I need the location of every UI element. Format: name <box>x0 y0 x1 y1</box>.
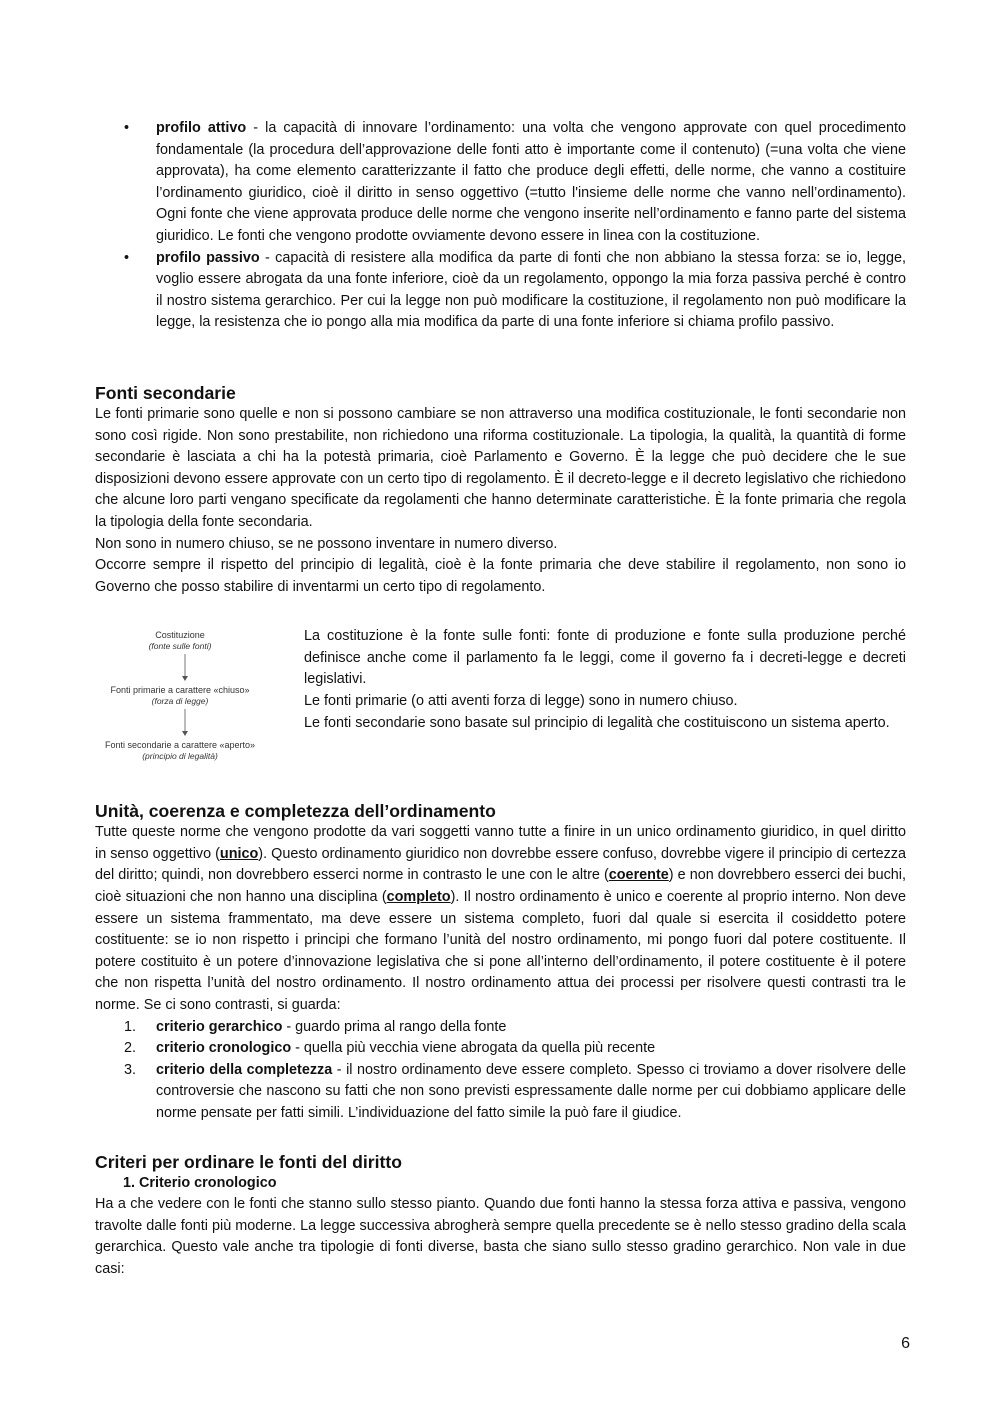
diagram-side-text <box>304 626 906 766</box>
section-fonti-secondarie <box>95 382 906 766</box>
bullet-text: - la capacità di innovare l’ordinamento: una volta che vengono approvate con quel procedimento fondamentale (la procedura dell’approvazione delle fonti atto è importante come il contenuto) (=una volta che viene approvata), ha come elemento caratterizzante il fatto che produce degli effetti, delle norme, che vanno a costituire l’ordinamento giuridico, cioè il diritto in senso oggettivo (=tutto l'insieme delle norme che vanno nell’ordinamento). Ogni fonte che viene approvata produce delle norme che vengono inserite nell’ordinamento e fanno parte del sistema giuridico. Le fonti che vengono prodotte ovviamente devono essere in linea con la costituzione. <box>156 120 907 244</box>
node-fonti-secondarie-sub: (principio di legalità) <box>142 751 218 762</box>
sources-hierarchy-diagram <box>95 626 304 766</box>
paragraph: Non sono in numero chiuso, se ne possono inventare in numero diverso. <box>95 535 558 552</box>
hierarchy-svg <box>95 626 304 766</box>
figure-row <box>95 626 906 766</box>
section-heading: Unità, coerenza e completezza dell’ordinamento <box>95 801 496 822</box>
section-heading: Criteri per ordinare le fonti del diritto <box>95 1151 402 1172</box>
paragraph: Le fonti primarie sono quelle e non si possono cambiare se non attraverso una modifica costituzionale, le fonti secondarie non sono così rigide. Non sono prestabilite, non richiedono una riforma costituzionale. La tipologia, la qualità, la quantità di forme secondarie è lasciata a chi ha la potestà primaria, cioè Parlamento e Governo. È la legge che può decidere che le sue disposizioni devono essere approvate con un certo tipo di regolamento. È il decreto-legge e il decreto legislativo che richiedono che alcune loro parti vengano specificate da regolamenti che hanno determinate caratteristiche. È la fonte primaria che regola la tipologia della fonte secondaria. <box>95 405 906 530</box>
list-item: 1. criterio gerarchico - guardo prima al rango della fonte <box>124 1018 507 1035</box>
paragraph: Le fonti primarie (o atti aventi forza di legge) sono in numero chiuso. <box>304 693 738 710</box>
node-fonti-primarie-title: Fonti primarie a carattere «chiuso» <box>110 685 250 696</box>
bullet-profilo-attivo <box>156 118 906 248</box>
bullet-term: profilo passivo <box>156 249 260 266</box>
bullet-term: profilo attivo <box>156 120 247 136</box>
paragraph: Tutte queste norme che vengono prodotte da vari soggetti vanno tutte a finire in un unico ordinamento giuridico, in quel diritto in senso oggettivo (unico). Questo ordinamento giuridico non dovrebbe essere confuso, dovrebbe vigere il principio di certezza del diritto; quindi, non dovrebbero esserci norme in contrasto le une con le altre (coerente) e non dovrebbero esserci dei buchi, cioè situazioni che non hanno una disciplina (completo). Il nostro ordinamento è unico e coerente al proprio interno. Non deve essere un sistema frammentato, ma deve essere un sistema completo, fuori dal quale si esercita il cosiddetto potere costituente: se io non rispetto i principi che formano l’unità del nostro ordinamento, mi pongo fuori dal potere costituente. Il potere costituito è un potere d’innovazione legislativa che si pone all’interno dell’ordinamento, il potere costituente è il potere che non rispetta l’unità del nostro ordinamento. Il nostro ordinamento attua dei processi per risolvere questi contrasti tra le norme. Se ci sono contrasti, si guarda: <box>95 824 906 1014</box>
section-unita <box>95 800 906 1124</box>
arrow-head-1 <box>182 676 188 681</box>
paragraph: Occorre sempre il rispetto del principio di legalità, cioè è la fonte primaria che deve stabilire il regolamento, non sono io Governo che posso stabilire di inventarmi un certo tipo di regolamento. <box>95 557 906 595</box>
node-fonti-primarie-sub: (forza di legge) <box>151 696 209 707</box>
criteria-list <box>95 1017 906 1125</box>
section-criteri <box>95 1151 906 1281</box>
paragraph: Ha a che vedere con le fonti che stanno sullo stesso pianto. Quando due fonti hanno la stessa forza attiva e passiva, vengono travolte dalle fonti più moderne. La legge successiva abrogherà sempre quella precedente se è nello stesso gradino della scala gerarchica. Questo vale anche tra tipologie di fonti diverse, basta che siano sullo stesso gradino gerarchico. Non vale in due casi: <box>95 1196 906 1277</box>
node-costituzione-sub: (fonte sulle fonti) <box>148 641 212 652</box>
node-fonti-secondarie-title: Fonti secondarie a carattere «aperto» <box>104 740 256 751</box>
subheading: 1. Criterio cronologico <box>123 1174 277 1191</box>
keyword-coerente: coerente <box>608 867 669 884</box>
bullet-text: - capacità di resistere alla modifica da parte di fonti che non abbiano la stessa forza: se io, legge, voglio essere abrogata da una fonte inferiore, cioè da un regolamento, oppongo la mia forza passiva perché è contro il nostro sistema gerarchico. Per cui la legge non può modificare la costituzione, il regolamento non può modificare la legge, la resistenza che io pongo alla mia modifica da parte di una fonte inferiore si chiama profilo passivo. <box>156 249 906 331</box>
bullet-profilo-passivo <box>156 248 906 334</box>
page-number: 6 <box>901 1335 910 1352</box>
page-content <box>95 118 906 1281</box>
node-costituzione-title: Costituzione <box>155 630 205 641</box>
arrow-head-2 <box>182 731 188 736</box>
keyword-unico: unico <box>219 845 259 862</box>
list-item: 3. criterio della completezza - il nostro ordinamento deve essere completo. Spesso ci troviamo a dover risolvere delle controversie che nascono su fatti che non sono previsti espressamente dalle norme per cui dobbiamo applicare delle norme pensate per fatti simili. L’individuazione del fatto simile la può fare il giudice. <box>124 1061 906 1121</box>
paragraph: Le fonti secondarie sono basate sul principio di legalità che costituiscono un sistema aperto. <box>304 714 890 731</box>
list-item: 2. criterio cronologico - quella più vecchia viene abrogata da quella più recente <box>124 1040 656 1057</box>
section-heading: Fonti secondarie <box>95 382 236 403</box>
profile-bullet-list <box>95 118 906 334</box>
paragraph: La costituzione è la fonte sulle fonti: fonte di produzione e fonte sulla produzione perché definisce anche come il parlamento fa le leggi, come il governo fa i decreti-legge e decreti legislativi. <box>304 628 906 688</box>
keyword-completo: completo <box>386 889 451 906</box>
